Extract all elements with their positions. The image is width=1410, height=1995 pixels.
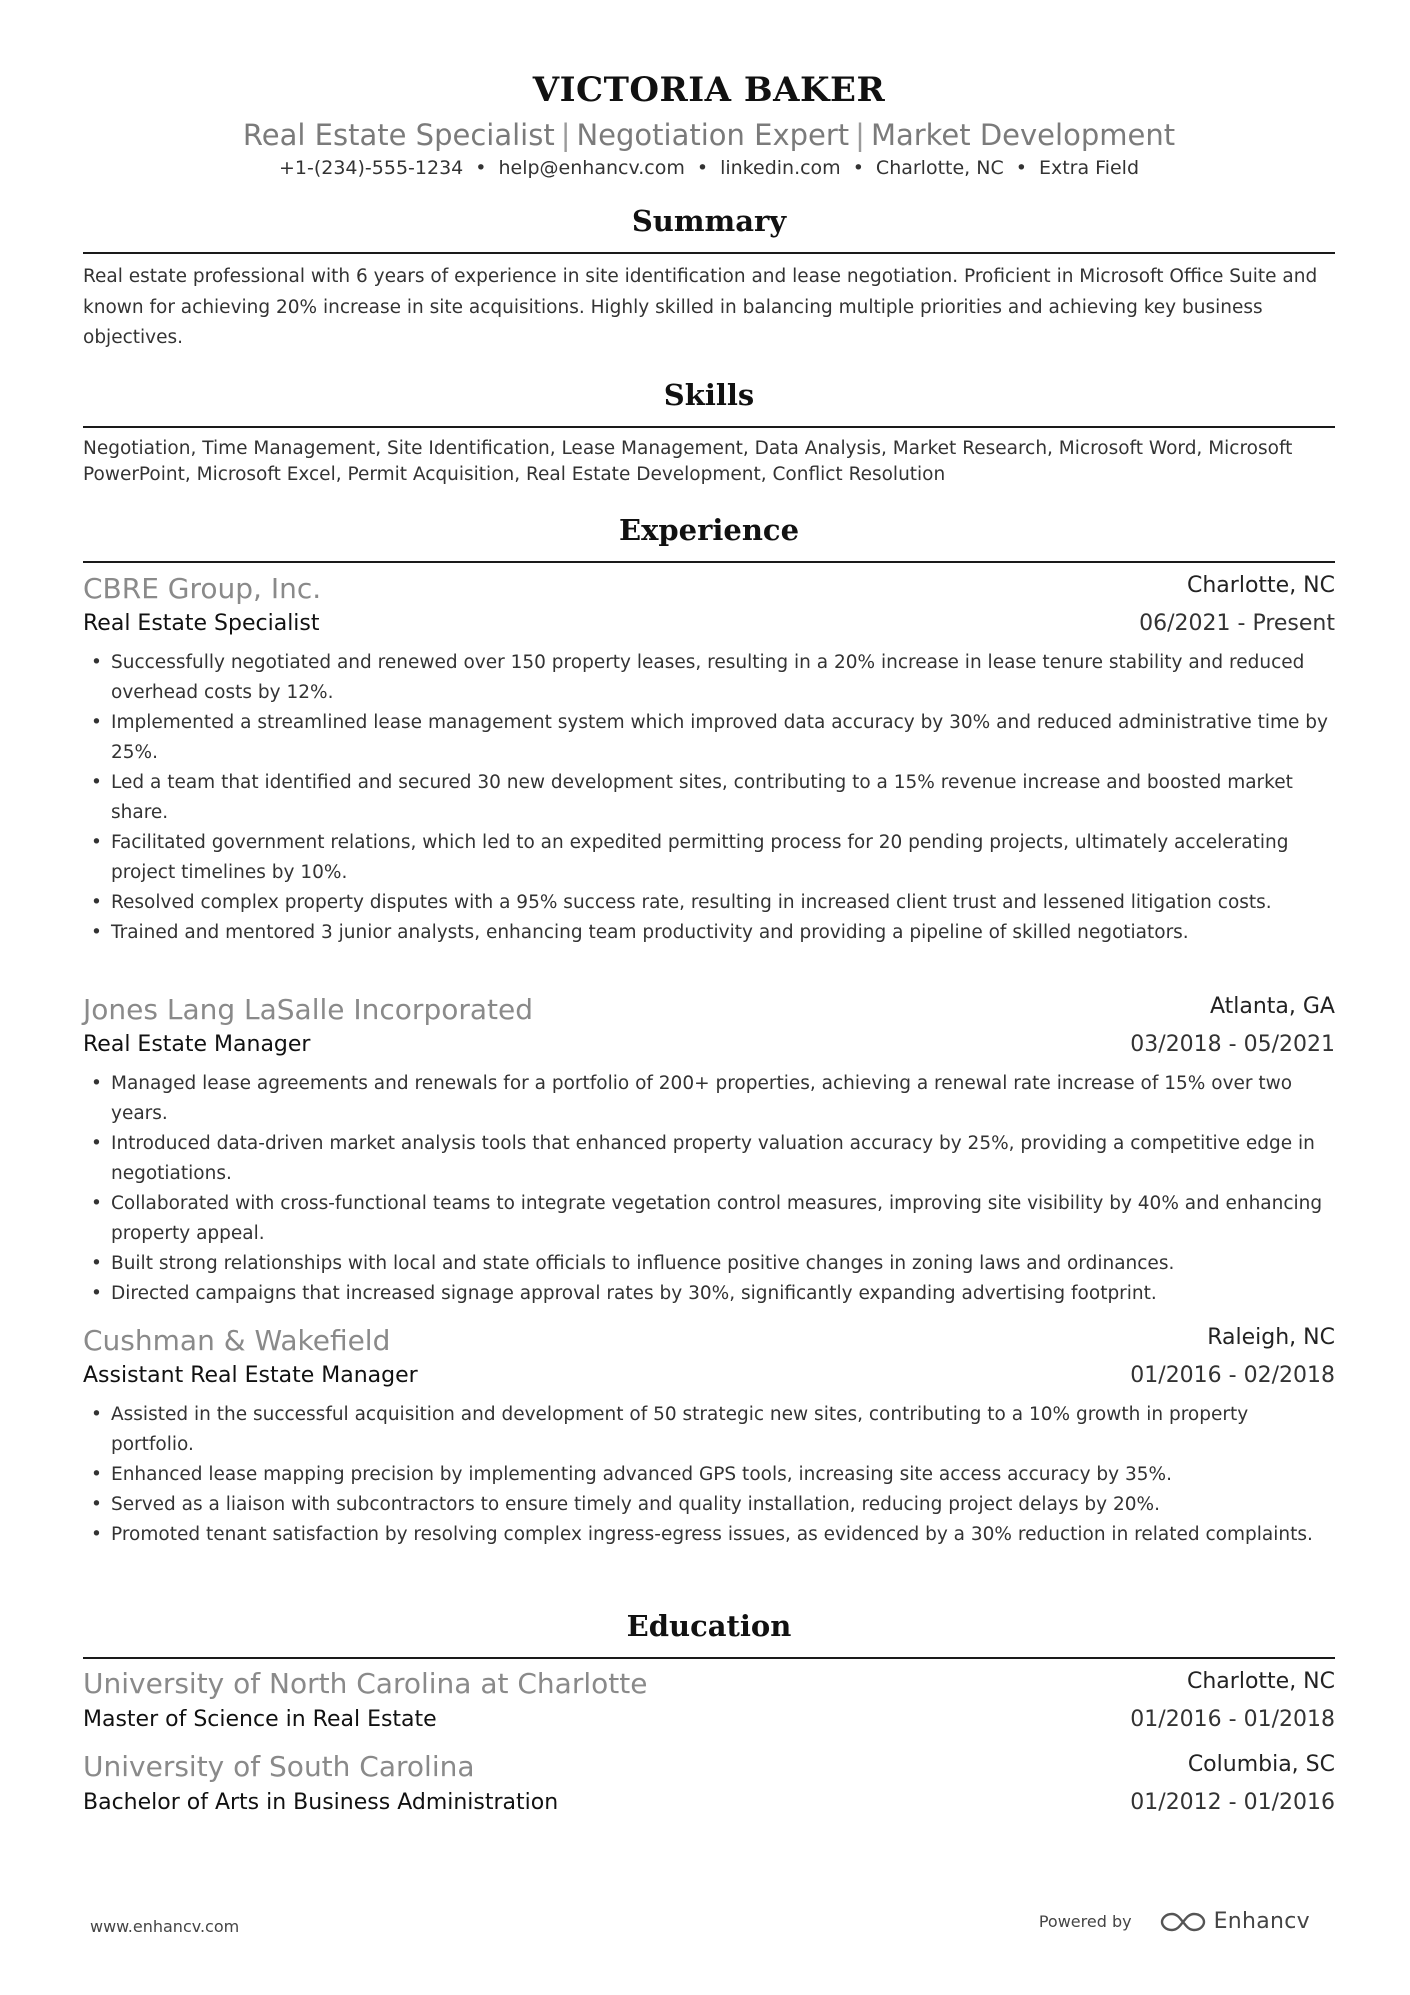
degree: Master of Science in Real Estate [83, 1707, 437, 1732]
contact-extra-field: Extra Field [1038, 157, 1140, 179]
list-item: • Assisted in the successful acquisition and development of 50 strategic new sites, contributing to a 10% growth in property portfolio. [83, 1400, 1335, 1460]
contact-separator: • [475, 157, 487, 179]
list-item: • Built strong relationships with local and state officials to influence positive changes in zoning laws and ordinances. [83, 1249, 1335, 1279]
list-item: • Facilitated government relations, which led to an expedited permitting process for 20 pending projects, ultimately accelerating project timelines by 10%. [83, 828, 1335, 888]
list-item: • Promoted tenant satisfaction by resolving complex ingress-egress issues, as evidenced by a 30% reduction in related complaints. [83, 1520, 1335, 1550]
headline [83, 118, 1335, 152]
job-bullets [83, 1400, 1335, 1550]
headline-separator: | [855, 118, 865, 152]
headline-item: Negotiation Expert [576, 118, 850, 152]
job-location: Atlanta, GA [1209, 994, 1335, 1019]
contact-separator: • [852, 157, 864, 179]
school-name: University of North Carolina at Charlotte [83, 1667, 648, 1700]
section-divider [83, 426, 1335, 428]
headline-item: Market Development [870, 118, 1176, 152]
list-item: • Led a team that identified and secured 30 new development sites, contributing to a 15% revenue increase and boosted market share. [83, 768, 1335, 828]
contact-separator: • [1015, 157, 1027, 179]
contact-linkedin[interactable]: linkedin.com [720, 157, 841, 179]
contact-email[interactable]: help@enhancv.com [498, 157, 685, 179]
enhancv-infinity-logo-icon [1160, 1910, 1206, 1934]
brand-name: Enhancv [1213, 1909, 1310, 1934]
job-bullets [83, 648, 1335, 948]
job-dates: 01/2016 - 02/2018 [1130, 1363, 1335, 1388]
list-item: • Implemented a streamlined lease management system which improved data accuracy by 30% and reduced administrative time by 25%. [83, 708, 1335, 768]
list-item: • Introduced data-driven market analysis tools that enhanced property valuation accuracy by 25%, providing a competitive edge in negotiations. [83, 1129, 1335, 1189]
job-bullets [83, 1069, 1335, 1309]
list-item: • Successfully negotiated and renewed over 150 property leases, resulting in a 20% increase in lease tenure stability and reduced overhead costs by 12%. [83, 648, 1335, 708]
summary-heading: Summary [631, 204, 787, 238]
job-title: Real Estate Manager [83, 1032, 311, 1057]
list-item: • Resolved complex property disputes with a 95% success rate, resulting in increased client trust and lessened litigation costs. [83, 888, 1335, 918]
degree: Bachelor of Arts in Business Administration [83, 1790, 559, 1815]
job-dates: 06/2021 - Present [1139, 611, 1335, 636]
education-heading: Education [626, 1609, 792, 1643]
headline-item: Real Estate Specialist [242, 118, 555, 152]
education-dates: 01/2016 - 01/2018 [1130, 1707, 1335, 1732]
contact-phone[interactable]: +1-(234)-555-1234 [278, 157, 464, 179]
contact-separator: • [696, 157, 709, 179]
job-title: Real Estate Specialist [83, 611, 320, 636]
list-item: • Trained and mentored 3 junior analysts, enhancing team productivity and providing a pipeline of skilled negotiators. [83, 918, 1335, 948]
list-item: • Enhanced lease mapping precision by implementing advanced GPS tools, increasing site access accuracy by 35%. [83, 1460, 1335, 1490]
powered-by-label: Powered by [1038, 1912, 1132, 1931]
contact-location: Charlotte, NC [875, 157, 1004, 179]
job-location: Charlotte, NC [1187, 573, 1335, 598]
summary-text: Real estate professional with 6 years of experience in site identification and lease negotiation. Proficient in Microsoft Office Suite and known for achieving 20% increase in site acquisitions. Highly skilled in balancing multiple priorities and achieving key business objectives. [83, 266, 1318, 348]
section-divider [83, 252, 1335, 254]
job-dates: 03/2018 - 05/2021 [1130, 1032, 1335, 1057]
list-item: • Directed campaigns that increased signage approval rates by 30%, significantly expanding advertising footprint. [83, 1279, 1335, 1309]
school-location: Columbia, SC [1187, 1752, 1335, 1777]
headline-separator: | [560, 118, 571, 152]
job-location: Raleigh, NC [1207, 1325, 1335, 1350]
section-divider [83, 1657, 1335, 1659]
list-item: • Collaborated with cross-functional teams to integrate vegetation control measures, improving site visibility by 40% and enhancing property appeal. [83, 1189, 1335, 1249]
contact-bar [83, 157, 1335, 179]
company-name: CBRE Group, Inc. [83, 572, 322, 605]
list-item: • Served as a liaison with subcontractors to ensure timely and quality installation, reducing project delays by 20%. [83, 1490, 1335, 1520]
footer-website-link[interactable]: www.enhancv.com [90, 1917, 240, 1936]
education-dates: 01/2012 - 01/2016 [1130, 1790, 1335, 1815]
experience-heading: Experience [618, 513, 800, 547]
list-item: • Managed lease agreements and renewals for a portfolio of 200+ properties, achieving a renewal rate increase of 15% over two years. [83, 1069, 1335, 1129]
job-title: Assistant Real Estate Manager [83, 1363, 418, 1388]
footer-branding [1039, 1909, 1310, 1934]
company-name: Jones Lang LaSalle Incorporated [83, 993, 533, 1026]
school-name: University of South Carolina [83, 1750, 475, 1783]
school-location: Charlotte, NC [1187, 1669, 1335, 1694]
company-name: Cushman & Wakefield [83, 1324, 391, 1357]
skills-heading: Skills [663, 378, 755, 412]
section-divider [83, 561, 1335, 563]
candidate-name: VICTORIA BAKER [532, 70, 886, 110]
skills-text: Negotiation, Time Management, Site Identification, Lease Management, Data Analysis, Market Research, Microsoft Word, Microsoft PowerPoint, Microsoft Excel, Permit Acquisition, Real Estate Development, Conflict Resolution [83, 438, 1293, 485]
